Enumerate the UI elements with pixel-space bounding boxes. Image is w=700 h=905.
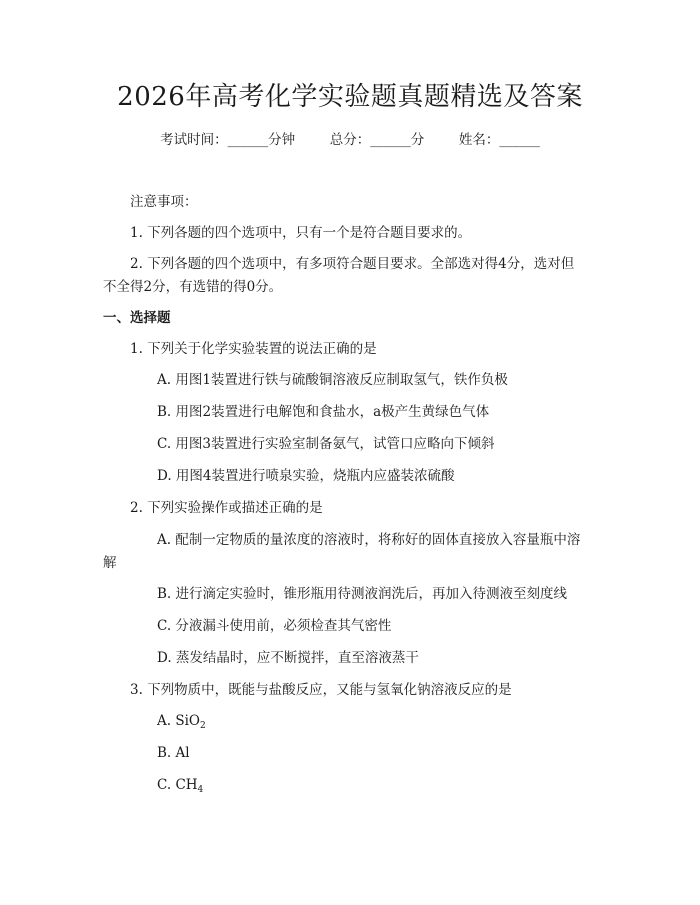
question-1-option-a: A. 用图1装置进行铁与硫酸铜溶液反应制取氢气，铁作负极 — [157, 372, 508, 388]
section-heading-choice: 一、选择题 — [103, 310, 171, 326]
question-2-option-b: B. 进行滴定实验时，锥形瓶用待测液润洗后，再加入待测液至刻度线 — [157, 586, 568, 602]
question-3-stem: 3. 下列物质中，既能与盐酸反应，又能与氢氧化钠溶液反应的是 — [130, 682, 512, 698]
question-1-option-d: D. 用图4装置进行喷泉实验，烧瓶内应盛装浓硫酸 — [157, 468, 455, 484]
name-label: 姓名： — [458, 132, 500, 148]
notice-heading: 注意事项： — [130, 194, 198, 210]
option-c-formula: CH — [175, 777, 198, 793]
question-3-option-b — [157, 743, 190, 763]
question-3-option-a — [157, 711, 206, 731]
name-blank: ______ — [499, 132, 540, 148]
question-1-stem: 1. 下列关于化学实验装置的说法正确的是 — [130, 341, 377, 357]
question-2-option-c: C. 分液漏斗使用前，必须检查其气密性 — [157, 618, 392, 634]
time-blank: ______ — [227, 132, 269, 148]
notice-item-2-line-1: 2. 下列各题的四个选项中，有多项符合题目要求。全部选对得4分，选对但 — [130, 256, 575, 272]
score-blank: ______ — [370, 132, 411, 148]
question-2-option-a-line-2: 解 — [103, 555, 117, 571]
time-label: 考试时间： — [160, 132, 228, 148]
notice-item-2-line-2: 不全得2分，有选错的得0分。 — [103, 279, 283, 295]
score-unit: 分 — [410, 132, 425, 148]
option-a-subscript: 2 — [199, 721, 206, 731]
question-1-option-c: C. 用图3装置进行实验室制备氨气，试管口应略向下倾斜 — [157, 436, 495, 452]
question-2-stem: 2. 下列实验操作或描述正确的是 — [130, 500, 323, 516]
option-c-prefix: C. — [157, 777, 176, 793]
notice-item-1: 1. 下列各题的四个选项中，只有一个是符合题目要求的。 — [130, 225, 472, 241]
exam-meta — [0, 130, 700, 150]
question-2-option-a-line-1: A. 配制一定物质的量浓度的溶液时，将称好的固体直接放入容量瓶中溶 — [157, 532, 581, 548]
option-a-formula: SiO — [175, 713, 200, 729]
option-a-prefix: A. — [157, 713, 176, 729]
option-c-subscript: 4 — [197, 785, 204, 795]
question-3-option-c — [157, 775, 203, 795]
option-b-prefix: B. — [157, 745, 176, 761]
page-title: 2026年高考化学实验题真题精选及答案 — [117, 82, 583, 112]
score-label: 总分： — [329, 132, 371, 148]
question-2-option-d: D. 蒸发结晶时，应不断搅拌，直至溶液蒸干 — [157, 650, 419, 666]
question-1-option-b: B. 用图2装置进行电解饱和食盐水，a极产生黄绿色气体 — [157, 404, 490, 420]
time-unit: 分钟 — [268, 132, 296, 148]
option-b-formula: Al — [175, 745, 190, 761]
